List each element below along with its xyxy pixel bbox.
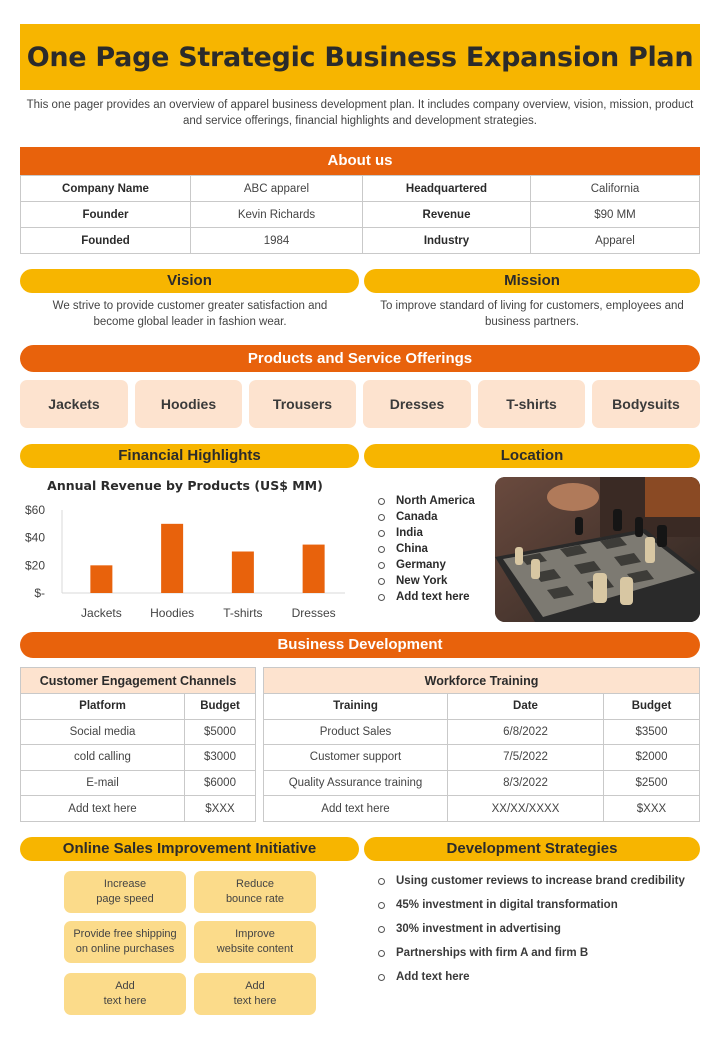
- table-row: [21, 176, 700, 202]
- table-cell: Social media: [21, 719, 185, 745]
- bar-t-shirts: [232, 552, 254, 594]
- table-row: [21, 745, 256, 771]
- table-cell: XX/XX/XXXX: [448, 796, 604, 822]
- list-item: [378, 541, 490, 557]
- vision-text: We strive to provide customer greater satisfaction and become global leader in fashion wear.: [52, 300, 328, 328]
- title-bar: [20, 24, 700, 90]
- column-header: Training: [264, 694, 448, 720]
- list-item: [378, 941, 698, 965]
- bullet-icon: [378, 594, 385, 601]
- list-item: [378, 573, 490, 589]
- product-tshirts: T-shirts: [478, 380, 585, 428]
- dev-strategies-heading: Development Strategies: [364, 837, 700, 861]
- y-tick-label: $60: [24, 503, 45, 517]
- revenue-chart: [20, 472, 360, 627]
- founded-label: Founded: [21, 228, 191, 254]
- strategies-list: [378, 869, 698, 989]
- table-cell: cold calling: [21, 745, 185, 771]
- x-tick-label: Hoodies: [150, 606, 195, 620]
- bullet-icon: [378, 878, 385, 885]
- table-cell: $5000: [185, 719, 256, 745]
- financial-heading: Financial Highlights: [20, 444, 359, 468]
- table-cell: $XXX: [185, 796, 256, 822]
- initiative-box: Increase page speed: [64, 871, 186, 913]
- table-row: [264, 745, 700, 771]
- vision-heading: Vision: [20, 269, 359, 293]
- mission-heading: Mission: [364, 269, 700, 293]
- training-caption: Workforce Training: [264, 668, 700, 694]
- intro-text: This one pager provides an overview of apparel business development plan. It includes company overview, vision, mission, product and service offerings, financial highlights and development strategies.: [26, 99, 694, 127]
- table-cell: Add text here: [21, 796, 185, 822]
- list-item: [378, 893, 698, 917]
- table-cell: $3500: [604, 719, 700, 745]
- location-label: New York: [396, 575, 448, 587]
- product-trousers: Trousers: [249, 380, 356, 428]
- table-cell: $2500: [604, 770, 700, 796]
- location-label: North America: [396, 495, 475, 507]
- location-list: [378, 493, 490, 605]
- x-tick-label: Dresses: [291, 606, 336, 620]
- about-table: [20, 175, 700, 254]
- table-cell: Customer support: [264, 745, 448, 771]
- list-item: [378, 589, 490, 605]
- table-cell: Product Sales: [264, 719, 448, 745]
- bullet-icon: [378, 974, 385, 981]
- chart-title: Annual Revenue by Products (US$ MM): [47, 478, 323, 493]
- list-item: [378, 965, 698, 989]
- headquartered-label: Headquartered: [363, 176, 531, 202]
- founder-value: Kevin Richards: [191, 202, 363, 228]
- bullet-icon: [378, 498, 385, 505]
- table-cell: 7/5/2022: [448, 745, 604, 771]
- bullet-icon: [378, 562, 385, 569]
- list-item: [378, 557, 490, 573]
- industry-value: Apparel: [531, 228, 700, 254]
- table-cell: $XXX: [604, 796, 700, 822]
- revenue-value: $90 MM: [531, 202, 700, 228]
- column-header: Date: [448, 694, 604, 720]
- chess-photo-illustration: [495, 477, 700, 622]
- location-label: Germany: [396, 559, 446, 571]
- list-item: [378, 917, 698, 941]
- strategy-label: Using customer reviews to increase brand credibility: [396, 875, 685, 887]
- chess-photo: [495, 477, 700, 622]
- list-item: [378, 525, 490, 541]
- bullet-icon: [378, 546, 385, 553]
- bullet-icon: [378, 530, 385, 537]
- founder-label: Founder: [21, 202, 191, 228]
- y-tick-label: $20: [24, 558, 45, 573]
- table-row: [21, 796, 256, 822]
- founded-value: 1984: [191, 228, 363, 254]
- products-heading: Products and Service Offerings: [20, 345, 700, 372]
- location-label: Canada: [396, 511, 438, 523]
- bullet-icon: [378, 950, 385, 957]
- product-jackets: Jackets: [20, 380, 128, 428]
- channels-caption: Customer Engagement Channels: [21, 668, 256, 694]
- mission-text: To improve standard of living for customers, employees and business partners.: [380, 300, 684, 328]
- table-cell: 6/8/2022: [448, 719, 604, 745]
- table-cell: $3000: [185, 745, 256, 771]
- bar-jackets: [90, 565, 112, 593]
- bullet-icon: [378, 926, 385, 933]
- table-row: [264, 770, 700, 796]
- about-heading: About us: [20, 147, 700, 175]
- product-bodysuits: Bodysuits: [592, 380, 700, 428]
- online-sales-heading: Online Sales Improvement Initiative: [20, 837, 359, 861]
- table-row: [264, 719, 700, 745]
- bullet-icon: [378, 514, 385, 521]
- initiative-box: Reduce bounce rate: [194, 871, 316, 913]
- table-header-row: [264, 694, 700, 720]
- table-cell: 8/3/2022: [448, 770, 604, 796]
- company-name-value: ABC apparel: [191, 176, 363, 202]
- training-table: [263, 667, 700, 822]
- location-label: Add text here: [396, 591, 470, 603]
- product-dresses: Dresses: [363, 380, 471, 428]
- list-item: [378, 493, 490, 509]
- initiative-box: Add text here: [194, 973, 316, 1015]
- table-cell: Add text here: [264, 796, 448, 822]
- x-tick-label: T-shirts: [223, 606, 263, 620]
- bullet-icon: [378, 578, 385, 585]
- x-tick-label: Jackets: [81, 606, 122, 620]
- initiative-box: Add text here: [64, 973, 186, 1015]
- strategy-label: 45% investment in digital transformation: [396, 899, 618, 911]
- table-row: [264, 796, 700, 822]
- company-name-label: Company Name: [21, 176, 191, 202]
- table-cell: $6000: [185, 770, 256, 796]
- channels-table: [20, 667, 256, 822]
- initiative-box: Provide free shipping on online purchases: [64, 921, 186, 963]
- table-cell: Quality Assurance training: [264, 770, 448, 796]
- bar-dresses: [303, 545, 325, 593]
- industry-label: Industry: [363, 228, 531, 254]
- product-hoodies: Hoodies: [135, 380, 242, 428]
- table-row: [21, 202, 700, 228]
- strategy-label: Partnerships with firm A and firm B: [396, 947, 589, 959]
- revenue-label: Revenue: [363, 202, 531, 228]
- table-cell: $2000: [604, 745, 700, 771]
- table-row: [21, 228, 700, 254]
- column-header: Budget: [604, 694, 700, 720]
- y-tick-label: $-: [34, 586, 45, 600]
- strategy-label: 30% investment in advertising: [396, 923, 561, 935]
- table-row: [21, 770, 256, 796]
- location-heading: Location: [364, 444, 700, 468]
- table-header-row: [21, 694, 256, 720]
- location-label: India: [396, 527, 423, 539]
- table-cell: E-mail: [21, 770, 185, 796]
- y-tick-label: $40: [24, 530, 45, 545]
- location-label: China: [396, 543, 428, 555]
- page-title: One Page Strategic Business Expansion Plan: [26, 41, 694, 73]
- bullet-icon: [378, 902, 385, 909]
- table-row: [21, 719, 256, 745]
- column-header: Platform: [21, 694, 185, 720]
- headquartered-value: California: [531, 176, 700, 202]
- initiative-box: Improve website content: [194, 921, 316, 963]
- strategy-label: Add text here: [396, 971, 470, 983]
- list-item: [378, 509, 490, 525]
- business-development-heading: Business Development: [20, 632, 700, 658]
- bar-hoodies: [161, 524, 183, 593]
- list-item: [378, 869, 698, 893]
- column-header: Budget: [185, 694, 256, 720]
